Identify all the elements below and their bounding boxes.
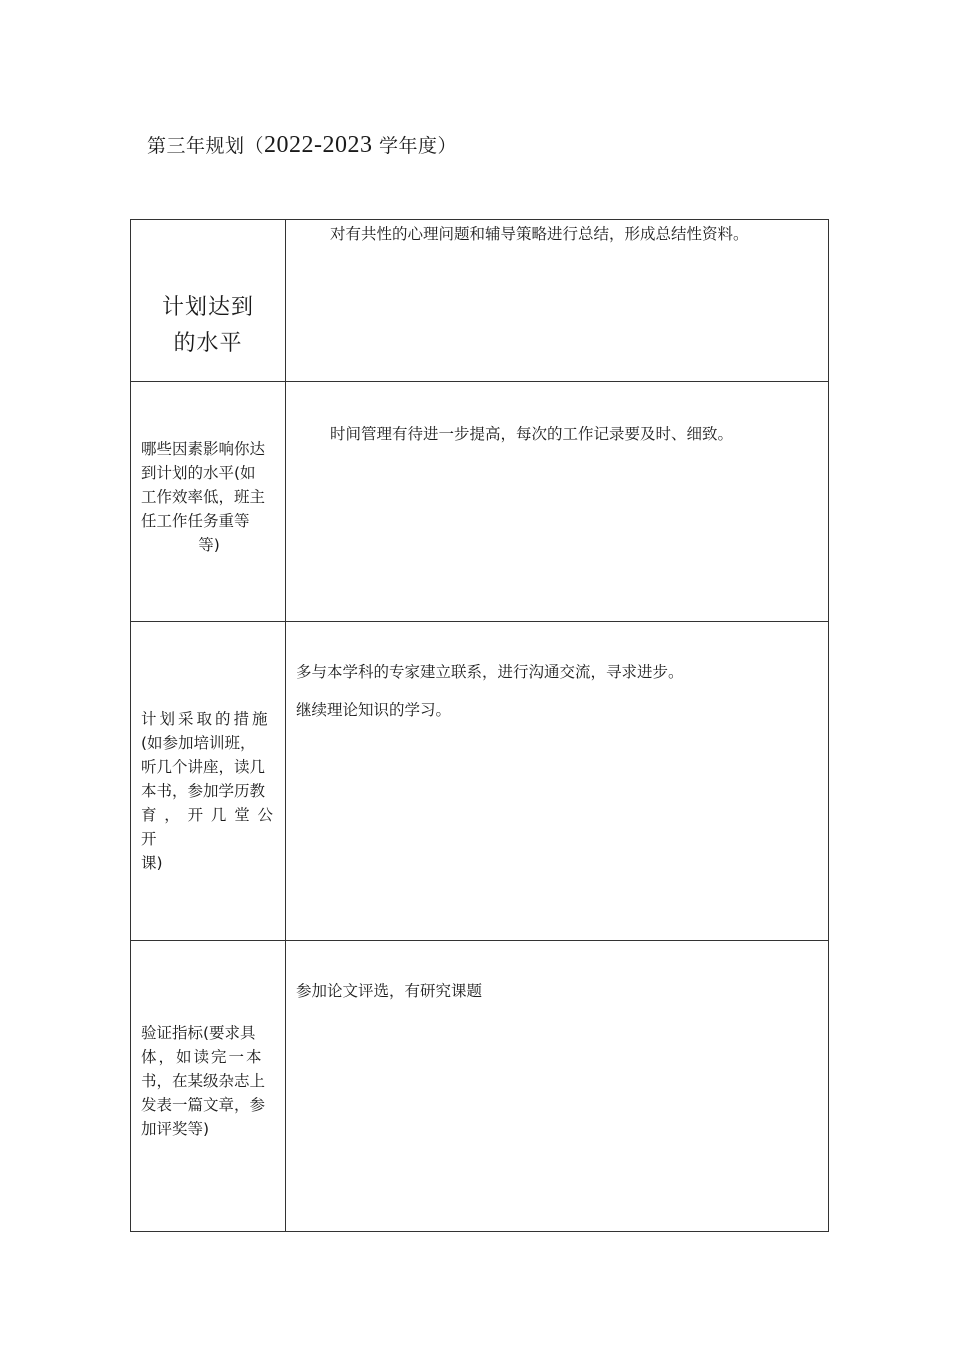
label-cell	[131, 382, 286, 622]
content-cell	[286, 941, 829, 1232]
row-content-verification: 参加论文评选，有研究课题	[296, 982, 483, 1000]
row-content-target-level: 对有共性的心理问题和辅导策略进行总结，形成总结性资料。	[330, 225, 749, 243]
label-cell	[131, 941, 286, 1232]
table-row-verification	[131, 941, 829, 1232]
label-cell	[131, 220, 286, 382]
table-row-influencing-factors	[131, 382, 829, 622]
content-cell	[286, 622, 829, 941]
table-row-target-level	[131, 220, 829, 382]
row-content-measures-2: 继续理论知识的学习。	[296, 701, 452, 719]
label-cell	[131, 622, 286, 941]
row-label-influencing-factors: 哪些因素影响你达 到计划的水平(如 工作效率低，班主 任工作任务重等 等)	[141, 440, 266, 554]
title-prefix: 第三年规划（	[147, 135, 265, 157]
row-content-measures-1: 多与本学科的专家建立联系，进行沟通交流，寻求进步。	[296, 663, 684, 681]
content-cell	[286, 382, 829, 622]
row-label-measures: 计划采取的措施 (如参加培训班， 听几个讲座，读几 本书，参加学历教 育，开几堂公开 课)	[141, 710, 277, 872]
plan-table	[130, 219, 829, 1232]
row-content-influencing-factors: 时间管理有待进一步提高，每次的工作记录要及时、细致。	[330, 425, 734, 443]
table-row-measures	[131, 622, 829, 941]
row-label-target-level: 计划达到 的水平	[161, 295, 254, 356]
row-label-verification: 验证指标(要求具 体，如读完一本 书，在某级杂志上 发表一篇文章，参 加评奖等)	[141, 1024, 266, 1138]
title-year: 2022-2023	[264, 132, 373, 158]
content-cell	[286, 220, 829, 382]
title-suffix: 学年度）	[372, 135, 458, 157]
page-title	[147, 131, 457, 159]
